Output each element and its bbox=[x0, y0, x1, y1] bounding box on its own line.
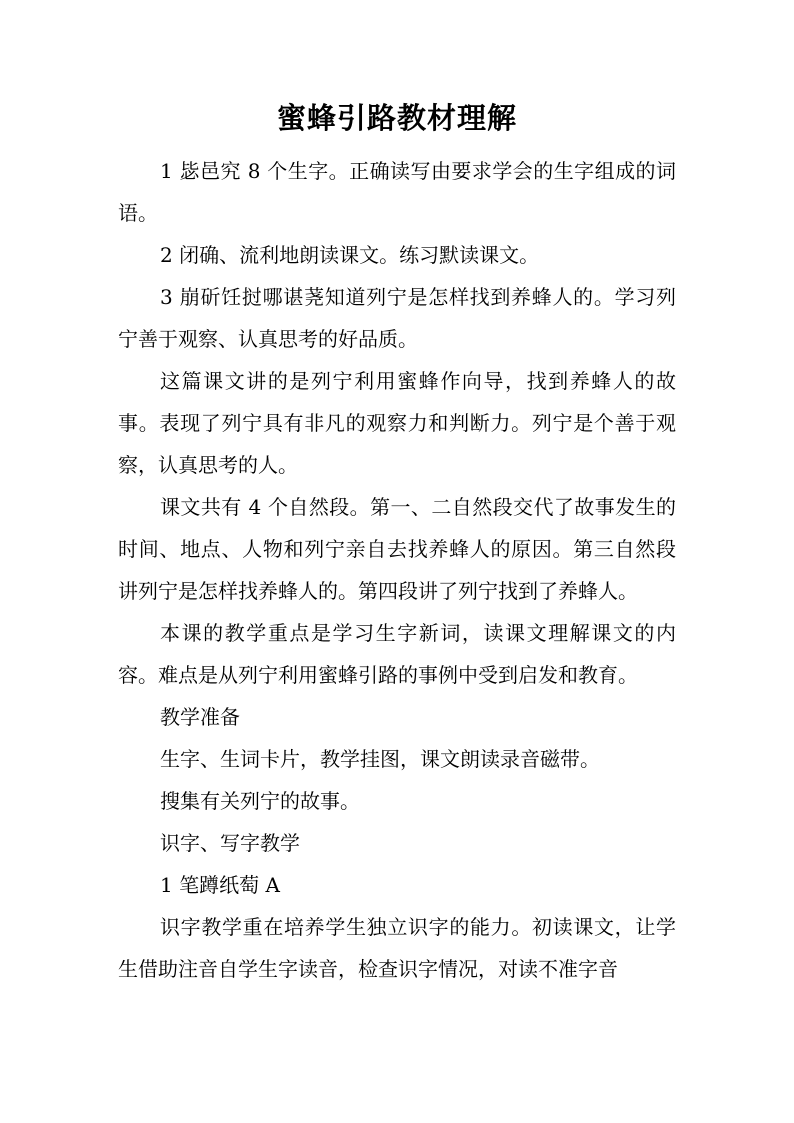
heading-preparation: 教学准备 bbox=[160, 705, 240, 729]
document-body bbox=[118, 150, 676, 990]
paragraph-step-1: 1 笔蹲纸萄 A bbox=[160, 873, 280, 897]
paragraph-materials: 生字、生词卡片，教学挂图，课文朗读录音磁带。 bbox=[160, 747, 600, 771]
paragraph-summary: 这篇课文讲的是列宁利用蜜蜂作向导，找到养蜂人的故事。表现了列宁具有非凡的观察力和判断力。列宁是个善于观察，认真思考的人。 bbox=[118, 369, 676, 477]
paragraph-literacy-detail: 识字教学重在培养学生独立识字的能力。初读课文，让学生借助注音自学生字读音，检查识字情况，对读不准字音 bbox=[118, 915, 676, 981]
paragraph-objective-2: 2 闭确、流利地朗读课文。练习默读课文。 bbox=[160, 243, 540, 267]
paragraph-objective-3: 3 崩斫饪挝哪谌荛知道列宁是怎样找到养蜂人的。学习列宁善于观察、认真思考的好品质。 bbox=[118, 285, 676, 351]
document-title: 蜜蜂引路教材理解 bbox=[276, 101, 517, 135]
paragraph-stories: 搜集有关列宁的故事。 bbox=[160, 789, 360, 813]
heading-literacy: 识字、写字教学 bbox=[160, 831, 300, 855]
paragraph-structure: 课文共有 4 个自然段。第一、二自然段交代了故事发生的时间、地点、人物和列宁亲自去找养蜂人的原因。第三自然段讲列宁是怎样找养蜂人的。第四段讲了列宁找到了养蜂人。 bbox=[118, 495, 676, 603]
paragraph-objective-1: 1 毖邑究 8 个生字。正确读写由要求学会的生字组成的词语。 bbox=[118, 159, 676, 225]
paragraph-focus: 本课的教学重点是学习生字新词，读课文理解课文的内容。难点是从列宁利用蜜蜂引路的事例中受到启发和教育。 bbox=[118, 621, 676, 687]
